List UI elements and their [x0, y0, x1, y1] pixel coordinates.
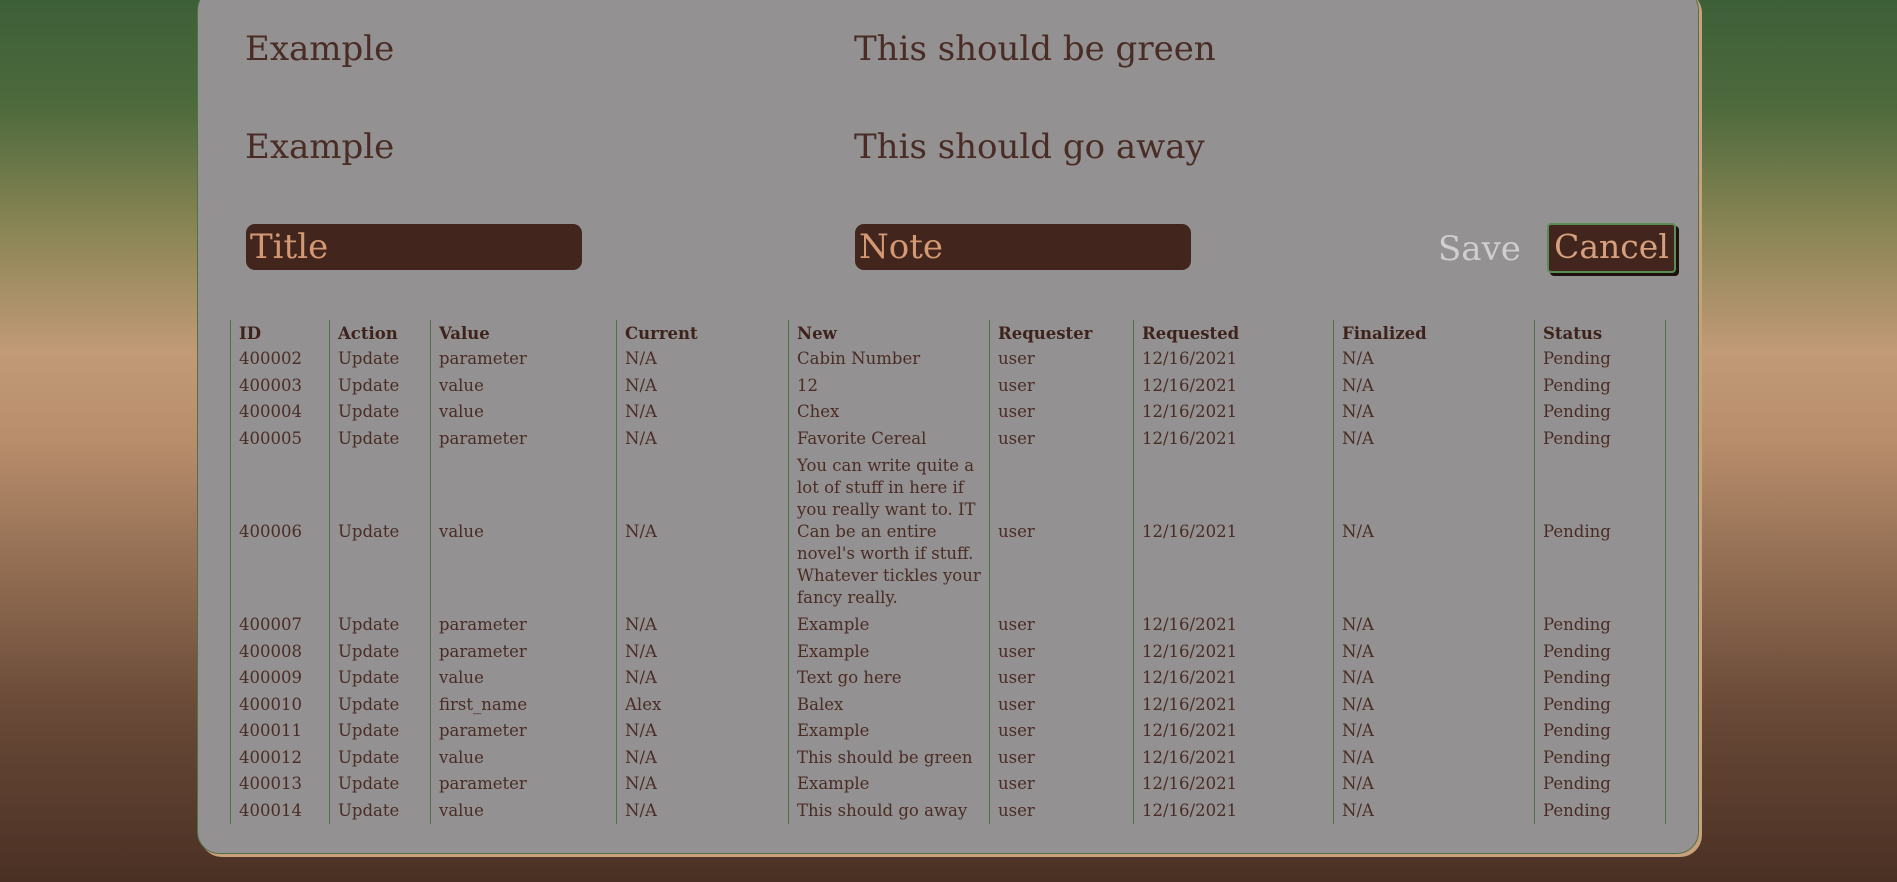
cell-current: N/A — [617, 798, 789, 825]
table-row[interactable] — [231, 692, 1666, 719]
cell-action: Update — [330, 745, 431, 772]
table-row[interactable] — [231, 399, 1666, 426]
cell-new: This should go away — [789, 798, 990, 825]
cell-value: value — [431, 373, 617, 400]
cell-status: Pending — [1535, 452, 1666, 612]
column-header-action[interactable]: Action — [330, 320, 431, 346]
cell-status: Pending — [1535, 373, 1666, 400]
cell-requester: user — [990, 612, 1134, 639]
cell-status: Pending — [1535, 426, 1666, 453]
cell-finalized: N/A — [1334, 718, 1535, 745]
cell-requester: user — [990, 452, 1134, 612]
cell-id: 400010 — [231, 692, 330, 719]
cell-action: Update — [330, 692, 431, 719]
cell-requester: user — [990, 346, 1134, 373]
column-header-requested[interactable]: Requested — [1134, 320, 1334, 346]
cell-action: Update — [330, 452, 431, 612]
cell-status: Pending — [1535, 692, 1666, 719]
cell-action: Update — [330, 639, 431, 666]
cell-status: Pending — [1535, 771, 1666, 798]
cell-current: Alex — [617, 692, 789, 719]
cell-requested: 12/16/2021 — [1134, 452, 1334, 612]
cell-requester: user — [990, 745, 1134, 772]
cell-current: N/A — [617, 665, 789, 692]
cell-id: 400008 — [231, 639, 330, 666]
cell-finalized: N/A — [1334, 745, 1535, 772]
cell-finalized: N/A — [1334, 373, 1535, 400]
cell-finalized: N/A — [1334, 665, 1535, 692]
cell-finalized: N/A — [1334, 771, 1535, 798]
cell-id: 400014 — [231, 798, 330, 825]
cell-value: value — [431, 665, 617, 692]
cell-requested: 12/16/2021 — [1134, 718, 1334, 745]
cell-status: Pending — [1535, 798, 1666, 825]
change-requests-table — [230, 320, 1666, 824]
cell-new: Favorite Cereal — [789, 426, 990, 453]
cell-requested: 12/16/2021 — [1134, 771, 1334, 798]
cell-id: 400009 — [231, 665, 330, 692]
cell-status: Pending — [1535, 346, 1666, 373]
cell-id: 400013 — [231, 771, 330, 798]
cell-requested: 12/16/2021 — [1134, 346, 1334, 373]
cancel-button[interactable]: Cancel — [1547, 223, 1676, 273]
cell-value: value — [431, 452, 617, 612]
cell-finalized: N/A — [1334, 639, 1535, 666]
cell-new: Example — [789, 612, 990, 639]
cell-new: Text go here — [789, 665, 990, 692]
save-button[interactable]: Save — [1438, 229, 1521, 269]
cell-action: Update — [330, 346, 431, 373]
cell-finalized: N/A — [1334, 612, 1535, 639]
cell-action: Update — [330, 718, 431, 745]
cell-requester: user — [990, 639, 1134, 666]
cell-new: Balex — [789, 692, 990, 719]
cell-requested: 12/16/2021 — [1134, 426, 1334, 453]
cell-action: Update — [330, 399, 431, 426]
cell-id: 400002 — [231, 346, 330, 373]
cell-id: 400007 — [231, 612, 330, 639]
cell-value: parameter — [431, 639, 617, 666]
cell-requester: user — [990, 771, 1134, 798]
cell-value: parameter — [431, 426, 617, 453]
column-header-current[interactable]: Current — [617, 320, 789, 346]
cell-finalized: N/A — [1334, 452, 1535, 612]
cell-current: N/A — [617, 718, 789, 745]
cell-requester: user — [990, 665, 1134, 692]
cell-action: Update — [330, 665, 431, 692]
header-row-1-value: This should be green — [854, 29, 1216, 69]
cell-action: Update — [330, 771, 431, 798]
cell-finalized: N/A — [1334, 346, 1535, 373]
column-header-finalized[interactable]: Finalized — [1334, 320, 1535, 346]
cell-status: Pending — [1535, 612, 1666, 639]
cell-current: N/A — [617, 612, 789, 639]
cell-id: 400005 — [231, 426, 330, 453]
cell-value: first_name — [431, 692, 617, 719]
column-header-new[interactable]: New — [789, 320, 990, 346]
table-row[interactable] — [231, 639, 1666, 666]
cell-value: value — [431, 798, 617, 825]
cell-value: parameter — [431, 612, 617, 639]
cell-requester: user — [990, 399, 1134, 426]
cell-value: parameter — [431, 346, 617, 373]
column-header-status[interactable]: Status — [1535, 320, 1666, 346]
cell-id: 400011 — [231, 718, 330, 745]
table-row[interactable] — [231, 771, 1666, 798]
cell-requested: 12/16/2021 — [1134, 665, 1334, 692]
cell-current: N/A — [617, 373, 789, 400]
cell-id: 400006 — [231, 452, 330, 612]
cell-status: Pending — [1535, 639, 1666, 666]
cell-current: N/A — [617, 745, 789, 772]
table-row[interactable] — [231, 452, 1666, 612]
table-row[interactable] — [231, 745, 1666, 772]
cell-requester: user — [990, 798, 1134, 825]
cell-current: N/A — [617, 346, 789, 373]
cell-current: N/A — [617, 426, 789, 453]
cell-id: 400003 — [231, 373, 330, 400]
change-request-panel — [197, 0, 1699, 854]
table-row[interactable] — [231, 346, 1666, 373]
cell-requested: 12/16/2021 — [1134, 745, 1334, 772]
cell-finalized: N/A — [1334, 692, 1535, 719]
cell-status: Pending — [1535, 718, 1666, 745]
cell-action: Update — [330, 612, 431, 639]
table-row[interactable] — [231, 373, 1666, 400]
cell-finalized: N/A — [1334, 399, 1535, 426]
cell-requester: user — [990, 692, 1134, 719]
cell-current: N/A — [617, 452, 789, 612]
cell-new: Example — [789, 771, 990, 798]
column-header-requester[interactable]: Requester — [990, 320, 1134, 346]
cell-status: Pending — [1535, 399, 1666, 426]
cell-requester: user — [990, 718, 1134, 745]
table-header-row — [231, 320, 1666, 346]
note-input[interactable]: Note — [855, 224, 1191, 270]
table-row[interactable] — [231, 612, 1666, 639]
column-header-value[interactable]: Value — [431, 320, 617, 346]
cell-value: value — [431, 745, 617, 772]
cell-requested: 12/16/2021 — [1134, 639, 1334, 666]
cell-current: N/A — [617, 771, 789, 798]
cell-new: 12 — [789, 373, 990, 400]
cell-status: Pending — [1535, 665, 1666, 692]
cell-new: This should be green — [789, 745, 990, 772]
table-row[interactable] — [231, 665, 1666, 692]
cell-requested: 12/16/2021 — [1134, 692, 1334, 719]
cell-requested: 12/16/2021 — [1134, 798, 1334, 825]
cell-status: Pending — [1535, 745, 1666, 772]
cell-action: Update — [330, 426, 431, 453]
cell-id: 400004 — [231, 399, 330, 426]
cell-new: Cabin Number — [789, 346, 990, 373]
cell-requested: 12/16/2021 — [1134, 373, 1334, 400]
column-header-id[interactable]: ID — [231, 320, 330, 346]
title-input[interactable]: Title — [246, 224, 582, 270]
cell-requester: user — [990, 426, 1134, 453]
header-row-2-value: This should go away — [854, 127, 1205, 167]
cell-new: Example — [789, 718, 990, 745]
cell-requested: 12/16/2021 — [1134, 399, 1334, 426]
cell-new: Example — [789, 639, 990, 666]
cell-action: Update — [330, 373, 431, 400]
cell-value: parameter — [431, 771, 617, 798]
table-row[interactable] — [231, 426, 1666, 453]
header-row-1-label: Example — [245, 29, 395, 69]
header-row-2-label: Example — [245, 127, 395, 167]
cell-requested: 12/16/2021 — [1134, 612, 1334, 639]
cell-current: N/A — [617, 399, 789, 426]
table-row[interactable] — [231, 718, 1666, 745]
cell-finalized: N/A — [1334, 426, 1535, 453]
cell-value: value — [431, 399, 617, 426]
cell-value: parameter — [431, 718, 617, 745]
cell-current: N/A — [617, 639, 789, 666]
cell-finalized: N/A — [1334, 798, 1535, 825]
cell-action: Update — [330, 798, 431, 825]
cell-new: Chex — [789, 399, 990, 426]
cell-new: You can write quite a lot of stuff in here if you really want to. IT Can be an entire novel's worth if stuff. Whatever tickles your fancy really. — [789, 452, 990, 612]
table-row[interactable] — [231, 798, 1666, 825]
cell-requester: user — [990, 373, 1134, 400]
cell-id: 400012 — [231, 745, 330, 772]
